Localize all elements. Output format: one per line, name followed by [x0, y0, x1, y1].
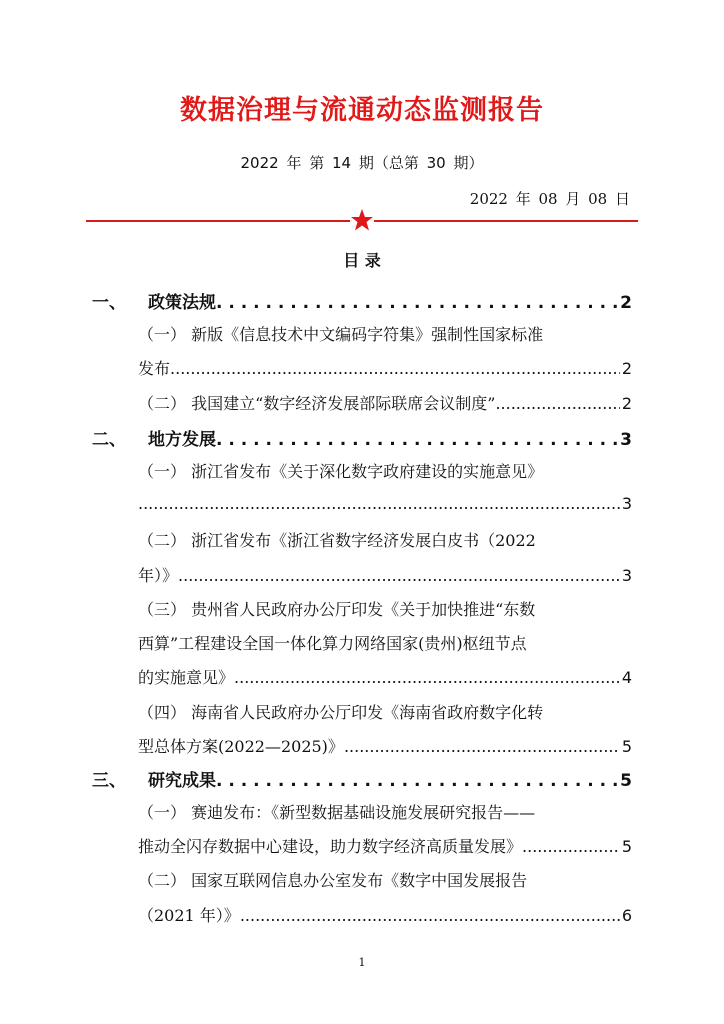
- section-page: 5: [620, 771, 632, 791]
- report-title: 数据治理与流通动态监测报告: [180, 95, 544, 126]
- toc-item-line[interactable]: [138, 868, 632, 891]
- section-page: 3: [620, 430, 632, 450]
- toc-item-page: 5: [621, 737, 632, 756]
- toc-item-page: 2: [621, 394, 632, 413]
- report-date: 2022 年 08 月 08 日: [469, 190, 630, 208]
- dot-leader: [138, 494, 620, 513]
- toc-item-title: （一） 赛迪发布：《新型数据基础设施发展研究报告——: [138, 803, 536, 822]
- dot-leader: [234, 668, 620, 687]
- toc-item-title: （一） 新版《信息技术中文编码字符集》强制性国家标准: [138, 325, 544, 344]
- toc-item-title: （四） 海南省人民政府办公厅印发《海南省政府数字化转: [138, 703, 544, 722]
- toc-item-page: 3: [621, 566, 632, 585]
- toc-item-line[interactable]: [138, 391, 632, 414]
- toc-section[interactable]: [92, 288, 632, 313]
- toc-item-title: （二） 国家互联网信息办公室发布《数字中国发展报告: [138, 871, 528, 890]
- toc-item-title: （2021 年）》: [138, 906, 240, 925]
- toc-item-line[interactable]: [138, 459, 632, 482]
- toc-item-title: （三） 贵州省人民政府办公厅印发《关于加快推进“东数: [138, 600, 536, 619]
- toc-item-line[interactable]: [138, 665, 632, 688]
- dot-leader: [522, 837, 620, 856]
- dot-leader: [216, 293, 618, 313]
- toc-section[interactable]: [92, 425, 632, 450]
- dot-leader: [170, 359, 620, 378]
- toc-item-line[interactable]: [138, 322, 632, 345]
- dot-leader: [178, 566, 620, 585]
- toc-heading: 目 录: [343, 251, 381, 270]
- toc-item-page: 4: [621, 668, 632, 687]
- star-icon: [350, 208, 374, 232]
- toc-item-line[interactable]: [138, 800, 632, 823]
- section-title: 政策法规: [148, 293, 216, 313]
- page-number: 1: [358, 956, 366, 969]
- section-number: 一、: [92, 293, 126, 313]
- toc-section[interactable]: [92, 766, 632, 791]
- toc-item-page: 5: [621, 837, 632, 856]
- toc-item-title: （二） 我国建立“数字经济发展部际联席会议制度”: [138, 394, 496, 413]
- toc-item-page: 3: [621, 494, 632, 513]
- toc-item-line[interactable]: [138, 563, 632, 586]
- toc-item-line[interactable]: [138, 494, 632, 513]
- toc-item-title: 型总体方案(2022—2025)》: [138, 737, 344, 756]
- toc-item-line[interactable]: [138, 903, 632, 926]
- toc-item-line[interactable]: [138, 356, 632, 379]
- toc-item-line[interactable]: [138, 631, 632, 654]
- toc-item-title: 发布: [138, 359, 171, 378]
- toc-item-title: 西算”工程建设全国一体化算力网络国家(贵州)枢纽节点: [138, 634, 527, 653]
- toc-item-page: 2: [621, 359, 632, 378]
- section-number: 二、: [92, 430, 126, 450]
- toc-item-line[interactable]: [138, 597, 632, 620]
- issue-number: 2022 年 第 14 期（总第 30 期）: [240, 154, 484, 172]
- toc-item-title: 推动全闪存数据中心建设，助力数字经济高质量发展》: [138, 837, 523, 856]
- section-title: 研究成果: [148, 771, 216, 791]
- toc-item-title: 的实施意见》: [138, 668, 235, 687]
- toc-item-line[interactable]: [138, 834, 632, 857]
- toc-item-title: （二） 浙江省发布《浙江省数字经济发展白皮书（2022: [138, 531, 536, 550]
- section-page: 2: [620, 293, 632, 313]
- toc-item-title: （一） 浙江省发布《关于深化数字政府建设的实施意见》: [138, 462, 544, 481]
- toc-item-line[interactable]: [138, 700, 632, 723]
- toc-item-page: 6: [621, 906, 632, 925]
- dot-leader: [216, 771, 618, 791]
- dot-leader: [495, 394, 619, 413]
- dot-leader: [344, 737, 620, 756]
- section-title: 地方发展: [148, 430, 216, 450]
- toc-item-line[interactable]: [138, 528, 632, 551]
- dot-leader: [240, 906, 620, 925]
- toc-item-title: 年）》: [138, 566, 179, 585]
- section-number: 三、: [92, 771, 126, 791]
- toc-item-line[interactable]: [138, 734, 632, 757]
- dot-leader: [216, 430, 618, 450]
